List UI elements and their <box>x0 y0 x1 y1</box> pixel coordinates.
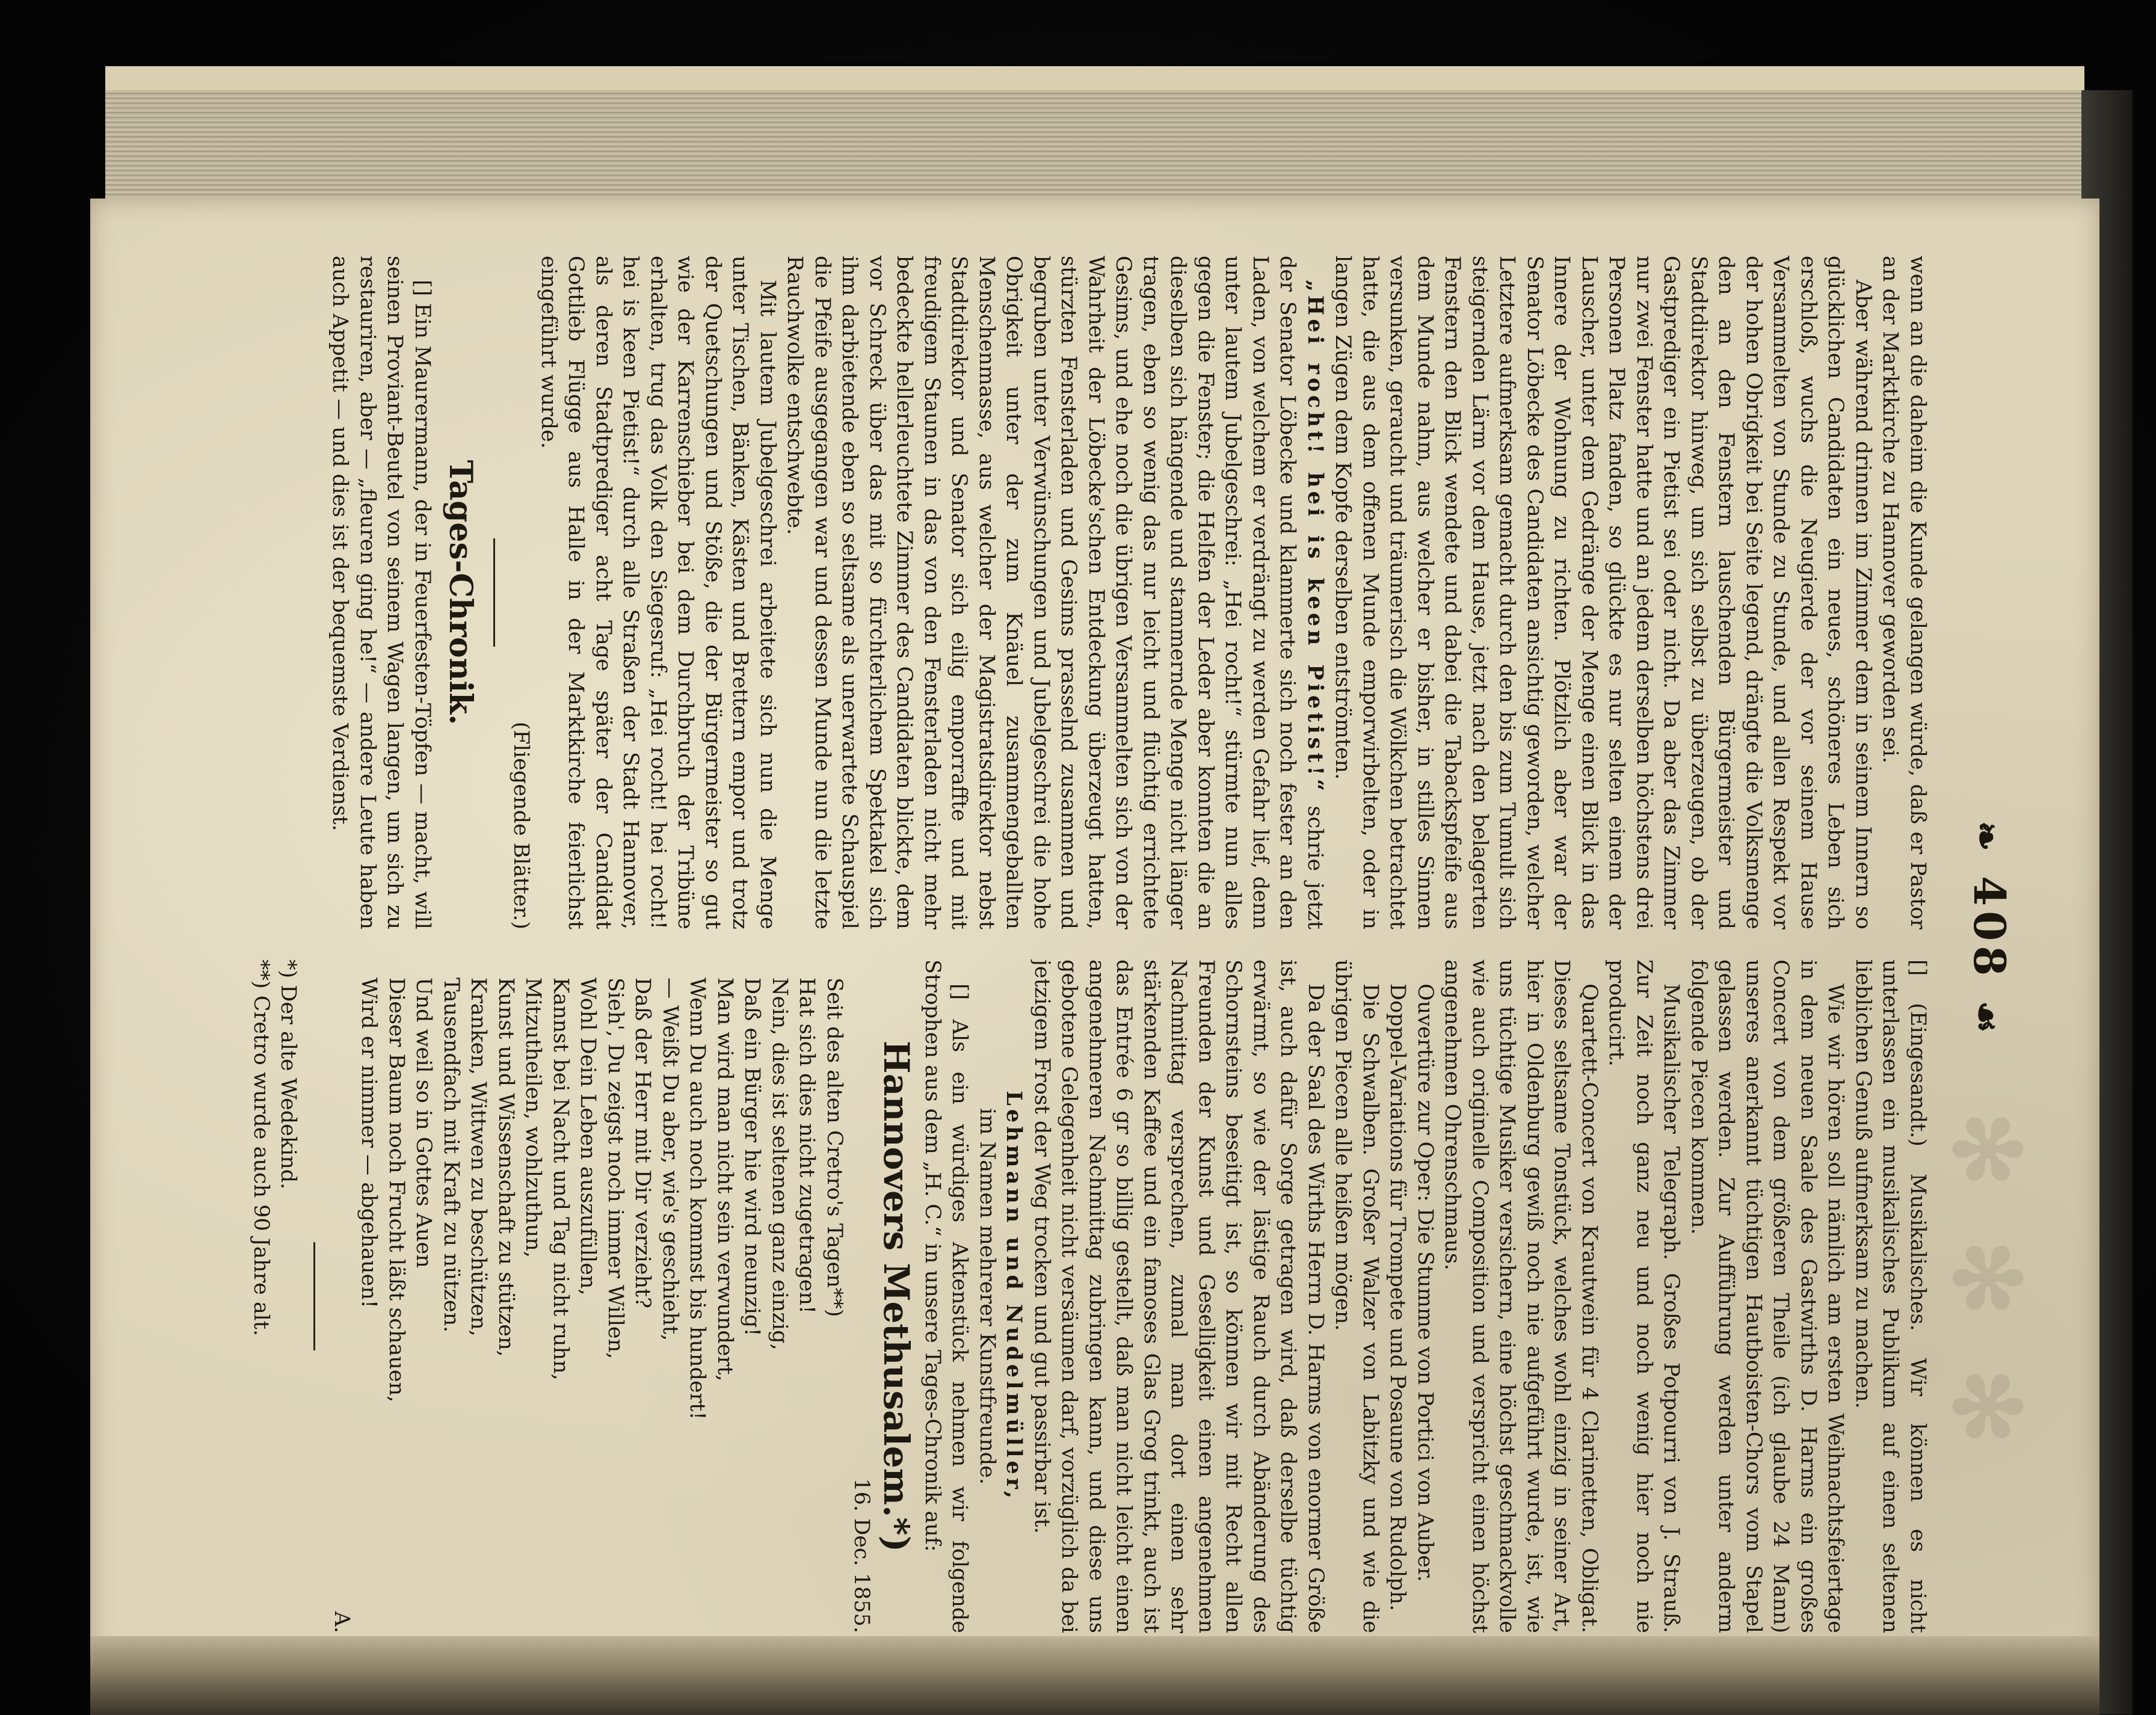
signature: Lehmann und Nudelmüller, <box>1002 1091 1027 1502</box>
right-column <box>138 959 1931 1633</box>
verse-line: Man wird man nicht sein verwundert, <box>713 978 737 1382</box>
verse-line: Daß ein Bürger hie wird neunzig! <box>740 978 765 1337</box>
verse-line: Und weil so in Gottes Auen <box>411 978 436 1268</box>
verse-line: Kunst und Wissenschaft zu stützen, <box>494 978 518 1357</box>
paragraph: wenn an die daheim die Kunde gelangen würde, daß er Pastor an der Marktkirche zu Hannover geworden sei. <box>1878 256 1930 929</box>
bleed-through-text: ✻ ✻ ✻ <box>1933 1100 2039 1444</box>
paragraph: Mit lautem Jubelgeschrei arbeitete sich nun die Menge unter Tischen, Bänken, Kästen und Brettern empor und trotz der Quetschungen und Stöße, die der Bürgermeister so gut wie der Karrenschieber bei dem Durchbruch der Tribüne erhalten, trug das Volk den Siegesruf: „Hei rocht! hei rocht! hei is keen Pietist!“ durch alle Straßen der Stadt Hannover, als deren Stadtprediger acht Tage später der Candidat Gottlieb Flügge aus Halle in der Marktkirche feierlichst eingeführt wurde. <box>537 256 780 929</box>
book-gutter <box>90 1636 2099 1715</box>
rotated-page-content <box>114 220 2075 1639</box>
signature-line: im Namen mehrerer Kunstfreunde. <box>975 1108 999 1485</box>
page-header <box>1964 220 2015 1639</box>
verse-line: Seit des alten Cretro's Tagen**) <box>822 978 846 1317</box>
verse-line: Nein, dies ist seltenen ganz einzig, <box>768 978 792 1350</box>
footnote-divider <box>314 1242 316 1350</box>
left-ornament-icon: ❧ <box>1965 821 2007 857</box>
source-credit: (Fliegende Blätter.) <box>509 721 534 929</box>
left-column <box>138 256 1931 929</box>
program-item: Musikalischer Telegraph. Großes Potpourri von J. Strauß. Zur Zeit noch ganz neu und noch wenig hier noch nie producirt. <box>1604 959 1684 1633</box>
footnote: **) Cretro wurde auch 90 Jahre alt. <box>249 959 273 1337</box>
verse-line: Kannst bei Nacht und Tag nicht ruhn, <box>549 978 573 1381</box>
divider <box>493 538 495 647</box>
paragraph-text: schrie jetzt der Senator Löbecke und klammerte sich noch fester an den Laden, von welchem er verdrängt zu werden Gefahr lief, denn unter lautem Jubelgeschrei: „Hei rocht!“ stürmte nun alles gegen die Fenster; die Helfen der Leder aber konnten die an dieselben sich hängende und stammernde Menge nicht länger tragen, eben so wenig das nur leicht und flüchtig errichtete Gesims, und ehe noch die übrigen Versammelten sich von der Wahrheit der Löbecke'schen Entdeckung überzeugt hatten, stürzten Fensterladen und Gesims prasselnd zusammen und begruben unter Verwünschungen und Jubelgeschrei die hohe Obrigkeit unter der zum Knäuel zusammengeballten Menschenmasse, aus welcher der Magistratsdirektor nebst Stadtdirektor und Senator sich eilig emporraffte und mit freudigem Staunen in das von den Fensterladen nicht mehr bedeckte hellerleuchtete Zimmer des Candidaten blickte, dem vor Schreck über das mit so fürchterlichem Spektakel sich ihm darbietende eben so seltsame als unerwartete Schauspiel die Pfeife ausgegangen war und dessen Munde nun die letzte Rauchwolke entschwebte. <box>783 256 1327 929</box>
verse-line: Wenn Du auch noch kommst bis hundert! <box>685 978 710 1420</box>
footnote: *) Der alte Wedekind. <box>276 959 301 1190</box>
verse-line: Mitzutheilen, wohlzuthun, <box>521 978 546 1258</box>
verse-line: Hat sich dies nicht zugetragen! <box>795 978 819 1314</box>
paragraph: Aber während drinnen im Zimmer dem in seinem Innern so glücklichen Candidaten ein neues, schöneres Leben sich erschloß, wuchs die Neugierde der vor seinem Hause Versammelten von Stunde zu Stunde, und allen Respekt vor der hohen Obrigkeit bei Seite legend, drängte die Volksmenge den an den Fenstern lauschenden Bürgermeister und Stadtdirektor hinweg, um sich selbst zu überzeugen, ob der Gastprediger ein Pietist sei oder nicht. Da aber das Zimmer nur zwei Fenster hatte und an jedem derselben höchstens drei Personen Platz fanden, so glückte es nur selten einem der Lauscher, unter dem Gedränge der Menge einen Blick in das Innere der Wohnung zu richten. Plötzlich aber war der Senator Löbecke des Candidaten ansichtig geworden, welcher Letztere aufmerksam gemacht durch den bis zum Tumult sich steigernden Lärm vor dem Hause, jetzt nach den belagerten Fenstern den Blick wendete und dabei die Tabackspfeife aus dem Munde nahm, aus welcher er bisher, in stilles Sinnen versunken, geraucht und träumerisch die Wölkchen betrachtet hatte, die aus dem offenen Munde emporwirbelten, oder in langen Zügen dem Kopfe derselben entströmten. <box>1331 256 1875 929</box>
verse-line: Daß der Herr mit Dir verzieht? <box>630 978 655 1308</box>
poem-initial: A. <box>330 1611 354 1633</box>
paragraph: [] (Eingesandt.) Musikalisches. Wir können es nicht unterlassen ein musikalisches Publikum auf einen seltenen lieblichen Genuß aufmerksam zu machen. <box>1851 959 1930 1633</box>
program-item: Doppel-Variations für Trompete und Posaune von Rudolph. <box>1385 984 1410 1612</box>
paragraph: [] Ein Maurermann, der in Feuerfesten-Töpfen — macht, will seinen Proviant-Beutel von seinem Wagen langen, um sich zu restauriren, aber — „fleuren ging he!“ — andere Leute haben auch Appetit — und dies ist der bequemste Verdienst. <box>328 256 434 929</box>
section-title: Tages-Chronik. <box>442 460 479 725</box>
verse-line: — Weißt Du aber, wie's geschieht, <box>658 978 682 1341</box>
right-ornament-icon: ☙ <box>1965 1000 2007 1038</box>
poem-title: Hannovers Methusalem.*) <box>876 1040 917 1553</box>
paragraph: [] Als ein würdiges Aktenstück nehmen wir folgende Strophen aus dem „H. C.“ in unsere Tages-Chronik auf: <box>920 959 972 1633</box>
paragraph: Da der Saal des Wirths Herrn D. Harms von enormer Größe ist, auch dafür Sorge getragen wird, daß derselbe tüchtig erwärmt, so wie der lästige Rauch durch Abänderung des Schornsteins beseitigt ist, so können wir mit Recht allen Freunden der Kunst und Geselligkeit einen angenehmen Nachmittag versprechen, zumal man dort einen sehr stärkenden Kaffee und ein famoses Glas Grog trinkt, auch ist das Entrée 6 gr so billig gestellt, daß man nicht leicht einen angenehmeren Nachmittag zubringen kann, und diese uns gebotene Gelegenheit nicht versäumen darf, vorzüglich da bei jetzigem Frost der Weg trocken und gut passirbar ist. <box>1030 959 1328 1633</box>
paragraph <box>781 256 1329 929</box>
poem-date: 16. Dec. 1855. <box>849 1478 874 1633</box>
verse-line: Kranken, Wittwen zu beschützen, <box>466 978 491 1337</box>
program-item: Quartett-Concert von Krautwein für 4 Clarinetten, Obligat. Dieses seltsame Tonstück, welches wohl einzig in seiner Art, hier in Oldenburg gewiß noch nie aufgeführt wurde, ist, wie uns tüchtige Musiker versichern, eine höchst geschmackvolle wie auch originelle Composition und verspricht einen höchst angenehmen Ohrenschmaus. <box>1440 959 1601 1633</box>
program-item: Ouvertüre zur Oper: Die Stumme von Portici von Auber. <box>1413 984 1437 1582</box>
paragraph: Wie wir hören soll nämlich am ersten Weihnachtsfeiertage in dem neuen Saale des Gastwirths D. Harms ein großes Concert von dem größeren Theile (ich glaube 24 Mann) unseres anerkannt tüchtigen Hautboisten-Chors vom Stapel gelassen werden. Zur Aufführung werden unter anderm folgende Piecen kommen. <box>1687 959 1848 1633</box>
verse-line: Tausendfach mit Kraft zu nützen. <box>439 978 463 1333</box>
verse-line: Wird er nimmer — abgehauen! <box>357 978 381 1308</box>
program-item: Die Schwalben. Großer Walzer von Labitzky und wie die übrigen Piecen alle heißen mögen. <box>1331 959 1382 1633</box>
exclamation: „Hei rocht! hei is keen Pietist!“ <box>1303 280 1328 795</box>
verse-line: Dieser Baum noch Frucht läßt schauen, <box>384 978 408 1403</box>
page-number: 408 <box>1964 876 2015 981</box>
verse-line: Wohl Dein Leben auszufüllen, <box>576 978 600 1296</box>
verse-line: Sieh', Du zeigst noch immer Willen, <box>603 978 627 1359</box>
book-top-edge <box>105 66 2084 90</box>
